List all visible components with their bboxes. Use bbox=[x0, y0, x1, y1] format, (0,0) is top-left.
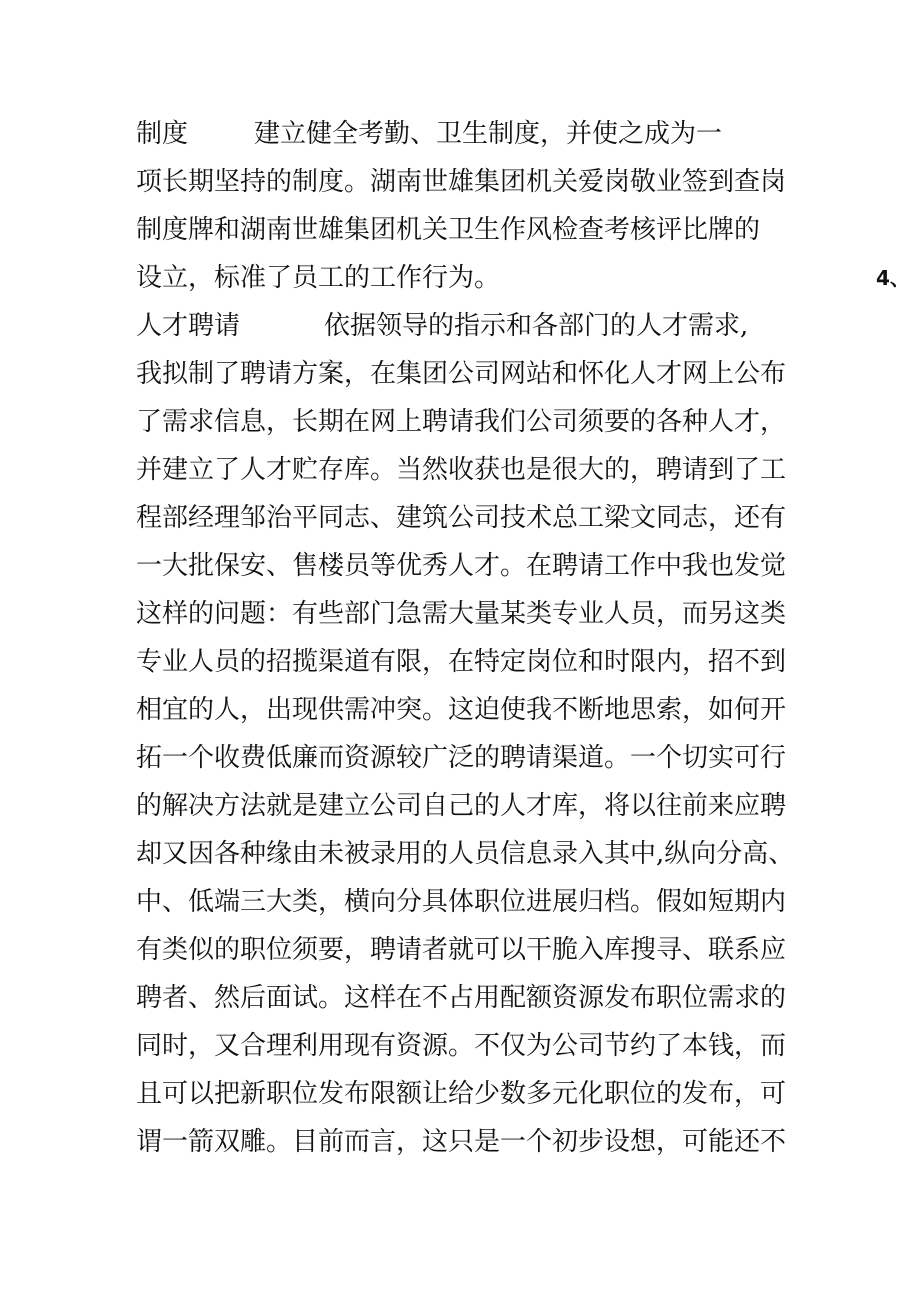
section-3-title: 制度 bbox=[136, 119, 189, 149]
section-3-intro: 建立健全考勤、卫生制度，并使之成为一 bbox=[254, 119, 723, 149]
paragraph-line: 制度牌和湖南世雄集团机关卫生作风检查考核评比牌的 bbox=[136, 215, 761, 245]
paragraph-line: 专业人员的招揽渠道有限，在特定岗位和时限内，招不到 bbox=[136, 647, 787, 677]
paragraph-line-with-number bbox=[136, 254, 910, 302]
paragraph-line: 我拟制了聘请方案，在集团公司网站和怀化人才网上公布 bbox=[136, 359, 787, 389]
paragraph-line: 项长期坚持的制度。湖南世雄集团机关爱岗敬业签到查岗 bbox=[136, 167, 787, 197]
body-text bbox=[136, 110, 910, 1166]
section-4-heading-line bbox=[136, 302, 796, 350]
paragraph-line: 这样的问题：有些部门急需大量某类专业人员，而另这类 bbox=[136, 599, 787, 629]
paragraph-line: 程部经理邹治平同志、建筑公司技术总工梁文同志，还有 bbox=[136, 503, 787, 533]
paragraph-line: 谓一箭双雕。目前而言，这只是一个初步设想，可能还不 bbox=[136, 1127, 787, 1157]
paragraph-line: 聘者、然后面试。这样在不占用配额资源发布职位需求的 bbox=[136, 983, 787, 1013]
paragraph-line: 有类似的职位须要，聘请者就可以干脆入库搜寻、联系应 bbox=[136, 935, 787, 965]
section-4-number: 4、 bbox=[876, 266, 910, 290]
paragraph-line: 且可以把新职位发布限额让给少数多元化职位的发布，可 bbox=[136, 1079, 787, 1109]
paragraph-line: 并建立了人才贮存库。当然收获也是很大的，聘请到了工 bbox=[136, 455, 787, 485]
paragraph-line: 的解决方法就是建立公司自己的人才库，将以往前来应聘 bbox=[136, 791, 787, 821]
paragraph-line: 却又因各种缘由未被录用的人员信息录入其中,纵向分高、 bbox=[136, 839, 795, 869]
paragraph-line: 中、低端三大类，横向分具体职位进展归档。假如短期内 bbox=[136, 887, 787, 917]
paragraph-line: 设立，标准了员工的工作行为。 bbox=[136, 263, 501, 293]
section-4-intro: 依据领导的指示和各部门的人才需求, bbox=[324, 311, 749, 341]
paragraph-line: 一大批保安、售楼员等优秀人才。在聘请工作中我也发觉 bbox=[136, 551, 787, 581]
paragraph-line: 了需求信息，长期在网上聘请我们公司须要的各种人才， bbox=[136, 407, 787, 437]
section-4-title: 人才聘请 bbox=[136, 311, 241, 341]
section-3-heading-line bbox=[136, 110, 796, 158]
paragraph-line: 同时，又合理利用现有资源。不仅为公司节约了本钱，而 bbox=[136, 1031, 787, 1061]
paragraph-line: 拓一个收费低廉而资源较广泛的聘请渠道。一个切实可行 bbox=[136, 743, 787, 773]
paragraph-line: 相宜的人，出现供需冲突。这迫使我不断地思索，如何开 bbox=[136, 695, 787, 725]
